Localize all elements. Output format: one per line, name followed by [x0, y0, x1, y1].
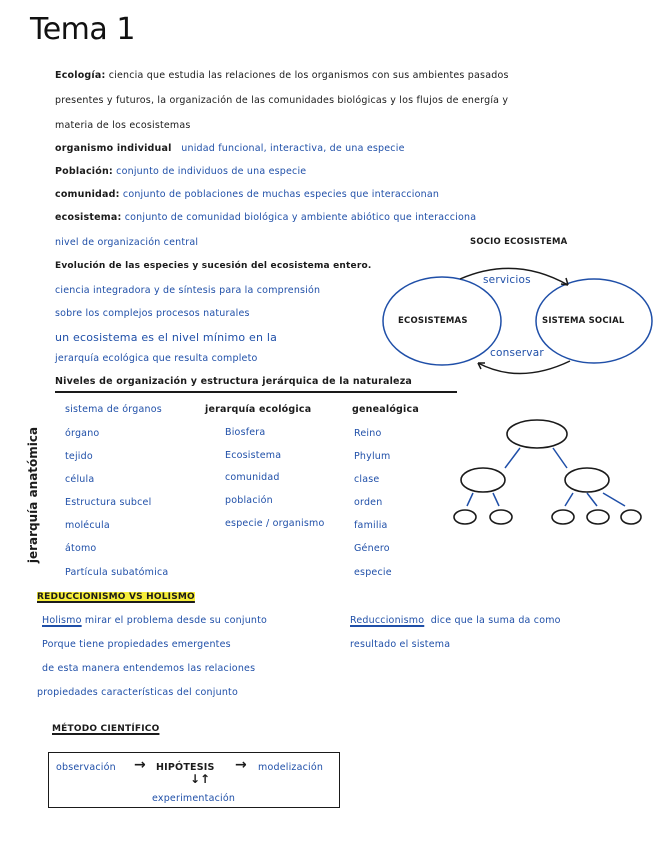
hierarchy-tree-diagram	[445, 410, 650, 535]
arrow-right-icon: →	[134, 757, 146, 773]
reduccionismo-heading-text: REDUCCIONISMO VS HOLISMO	[37, 592, 195, 602]
tree-leaf-node	[552, 510, 574, 524]
col2-item: Biosfera	[225, 427, 266, 438]
tree-edge	[603, 493, 625, 506]
servicios-label: servicios	[483, 274, 531, 286]
modelizacion-label: modelización	[258, 762, 324, 773]
holismo-line-4: propiedades características del conjunto	[37, 687, 238, 698]
col1-item: átomo	[65, 543, 97, 554]
tree-edge	[587, 493, 597, 506]
col1-item: tejido	[65, 451, 93, 462]
ecosistemas-label: ECOSISTEMAS	[398, 316, 468, 326]
tree-leaf-node	[454, 510, 476, 524]
tree-mid-node	[565, 468, 609, 492]
col2-header: jerarquía ecológica	[205, 404, 312, 415]
tree-leaf-node	[490, 510, 512, 524]
holismo-line-3: de esta manera entendemos las relaciones	[42, 663, 256, 674]
tree-leaf-node	[587, 510, 609, 524]
reduccionismo-heading	[37, 592, 195, 602]
col3-item: clase	[354, 474, 380, 485]
tree-root-node	[507, 420, 567, 448]
nivel-minimo-line-2: jerarquía ecológica que resulta completo	[55, 353, 258, 364]
col1-item: célula	[65, 474, 95, 485]
nivel-central: nivel de organización central	[55, 237, 199, 248]
col3-item: especie	[354, 567, 392, 578]
tree-edge	[493, 493, 499, 506]
col2-item: especie / organismo	[225, 518, 325, 529]
tree-edge	[467, 493, 473, 506]
sistema-social-label: SISTEMA SOCIAL	[542, 316, 625, 326]
col3-header: genealógica	[352, 404, 419, 415]
ecologia-definition	[55, 70, 509, 81]
col2-item: población	[225, 495, 273, 506]
ecologia-def-line-1: ciencia que estudia las relaciones de los organismos con sus ambientes pasados	[108, 70, 509, 81]
holismo-line-1	[42, 615, 267, 626]
page-title: Tema 1	[30, 12, 135, 47]
conservar-label: conservar	[490, 347, 544, 359]
arrow-right-icon: →	[235, 757, 247, 773]
evolucion-text: Evolución de las especies y sucesión del ecosistema entero.	[55, 261, 372, 271]
ciencia-integradora-line-1: ciencia integradora y de síntesis para la comprensión	[55, 285, 321, 296]
ecologia-term: Ecología:	[55, 70, 106, 81]
col2-item: Ecosistema	[225, 450, 282, 461]
jerarquia-anatomica-label: jerarquía anatómica	[26, 426, 40, 564]
organismo-definition	[55, 143, 405, 154]
socio-ecosistema-title: SOCIO ECOSISTEMA	[470, 237, 568, 247]
tree-edge	[565, 493, 573, 506]
organismo-term: organismo individual	[55, 143, 172, 154]
arrow-updown-icon: ↓↑	[190, 772, 211, 786]
conservar-arrow	[478, 361, 570, 374]
poblacion-definition	[55, 166, 306, 177]
observacion-label: observación	[56, 762, 116, 773]
organismo-def: unidad funcional, interactiva, de una especie	[181, 143, 405, 154]
col3-item: familia	[354, 520, 388, 531]
ecosistema-definition	[55, 212, 476, 223]
poblacion-term: Población:	[55, 166, 113, 177]
ecosistema-term: ecosistema:	[55, 212, 122, 223]
reduccionismo-line-1	[350, 615, 561, 626]
tree-mid-node	[461, 468, 505, 492]
col3-item: orden	[354, 497, 383, 508]
col3-item: Género	[354, 543, 390, 554]
holismo-term: Holismo	[42, 615, 82, 626]
col1-item: Estructura subcel	[65, 497, 152, 508]
holismo-text: mirar el problema desde su conjunto	[84, 615, 268, 626]
col1-item: órgano	[65, 428, 100, 439]
col1-header: sistema de órganos	[65, 404, 162, 415]
hipotesis-label: HIPÓTESIS	[156, 762, 215, 773]
ecosistema-def: conjunto de comunidad biológica y ambiente abiótico que interacciona	[124, 212, 477, 223]
col3-item: Reino	[354, 428, 382, 439]
col2-item: comunidad	[225, 472, 280, 483]
niveles-heading: Niveles de organización y estructura jerárquica de la naturaleza	[55, 376, 413, 387]
comunidad-definition	[55, 189, 439, 200]
experimentacion-label: experimentación	[152, 793, 236, 804]
reduccionismo-line-2: resultado el sistema	[350, 639, 451, 650]
ciencia-integradora-line-2: sobre los complejos procesos naturales	[55, 308, 250, 319]
niveles-underline	[55, 391, 457, 393]
nivel-minimo-line-1: un ecosistema es el nivel mínimo en la	[55, 331, 278, 344]
tree-edge	[553, 448, 567, 468]
tree-edge	[505, 448, 520, 468]
metodo-heading: MÉTODO CIENTÍFICO	[52, 724, 160, 734]
reduccionismo-term: Reduccionismo	[350, 615, 425, 626]
comunidad-term: comunidad:	[55, 189, 120, 200]
reduccionismo-text: dice que la suma da como	[430, 615, 561, 626]
ecologia-def-line-2: presentes y futuros, la organización de las comunidades biológicas y los flujos de energía y	[55, 95, 509, 106]
ecologia-def-line-3: materia de los ecosistemas	[55, 120, 191, 131]
col1-item: Partícula subatómica	[65, 567, 169, 578]
col3-item: Phylum	[354, 451, 391, 462]
holismo-line-2: Porque tiene propiedades emergentes	[42, 639, 231, 650]
poblacion-def: conjunto de individuos de una especie	[116, 166, 307, 177]
col1-item: molécula	[65, 520, 110, 531]
comunidad-def: conjunto de poblaciones de muchas especies que interaccionan	[122, 189, 440, 200]
tree-leaf-node	[621, 510, 641, 524]
